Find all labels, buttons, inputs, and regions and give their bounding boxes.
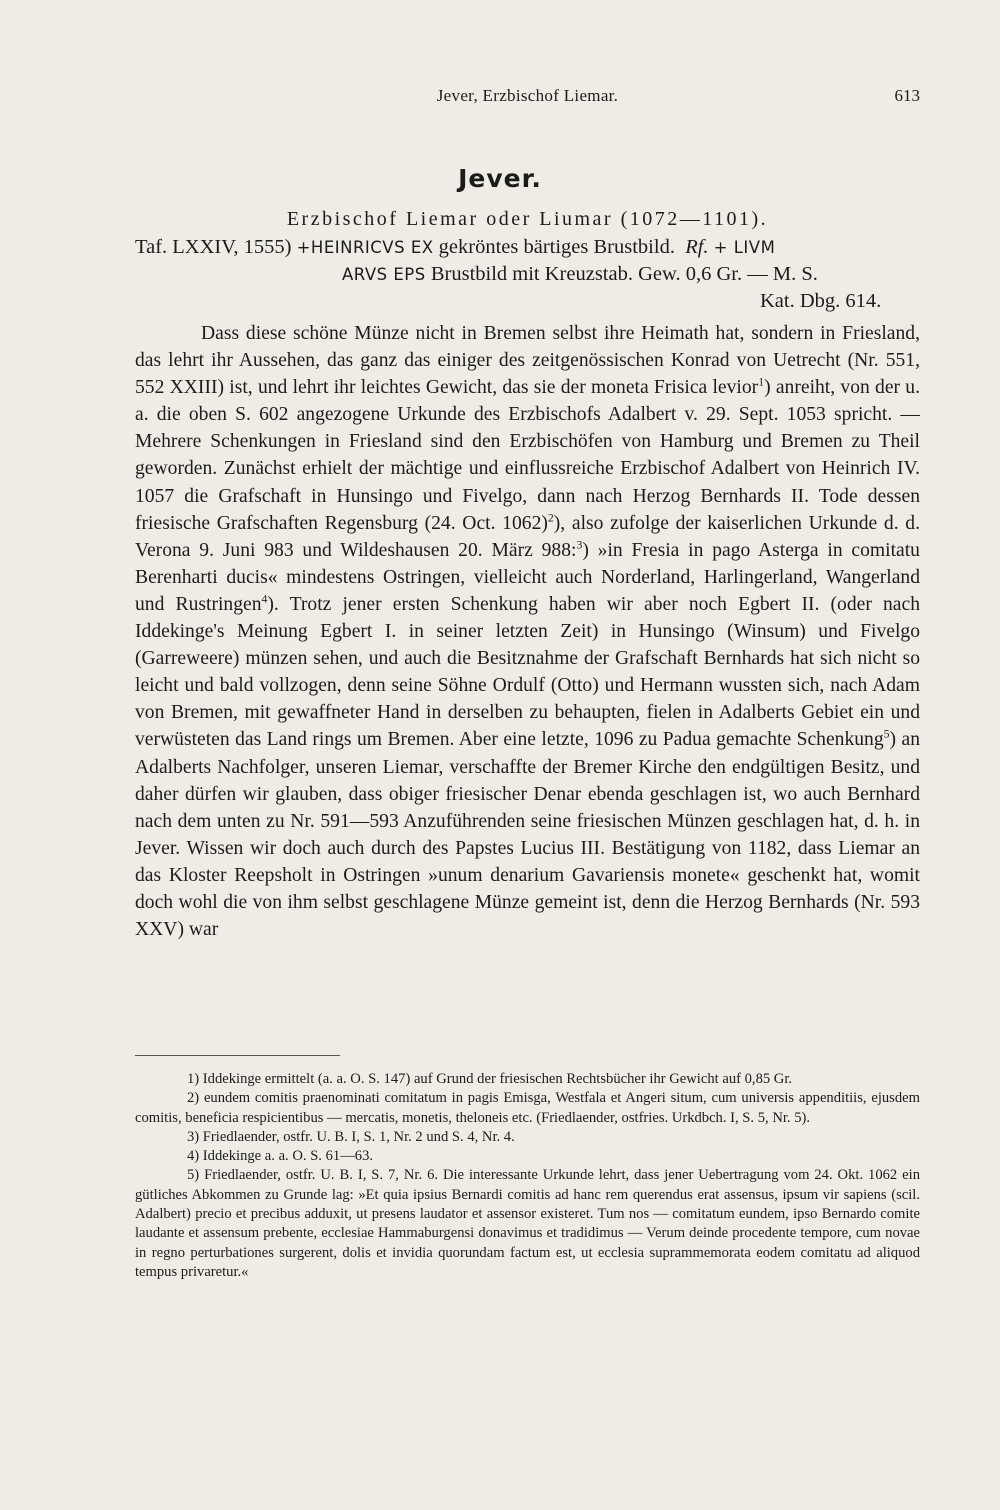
section-title: Jever. [458,164,542,193]
body-text-segment: ) »in Fresia in pago Asterga in comitatu Berenharti ducis« mindestens Ostringen, vielleicht auch Norderland, Harlingerland, Wangerland und Rustringen [135,539,920,615]
obverse-description: gekröntes bärtiges Brustbild. [438,236,675,258]
body-text-segment: ) an Adalberts Nachfolger, unseren Liemar, verschaffte der Bremer Kirche den endgültigen Besitz, und daher dürfen wir glauben, dass obiger friesischer Denar ebenda geschlagen ist, wo auch Bernhard nach dem unten zu Nr. 591—593 Anzuführenden seine friesischen Münzen geschlagen hat, d. h. in Jever. Wissen wir doch auch durch des Papstes Lucius III. Bestätigung von 1182, dass Liemar an das Kloster Reepsholt in Ostringen »unum denarium Gavariensis monete« geschenkt hat, womit doch wohl die von ihm selbst geschlagene Münze gemeint ist, denn die Herzog Bernhards (Nr. 593 XXV) war [135,729,920,941]
body-paragraph [135,320,920,943]
footnote-3: 3) Friedlaender, ostfr. U. B. I, S. 1, Nr. 2 und S. 4, Nr. 4. [187,1128,515,1145]
footnote-ref-3: 3 [576,538,583,552]
ruler-heading: Erzbischof Liemar oder Liumar (1072—1101). [286,208,769,230]
catalogue-reference: Kat. Dbg. 614. [760,290,882,312]
footnote-divider [135,1055,340,1056]
page-number: 613 [894,86,920,105]
reverse-legend-start: + LIVM [713,238,776,257]
footnote-ref-4: 4 [261,592,268,606]
obverse-legend: +HEINRICVS EX [296,238,434,257]
footnote-4: 4) Iddekinge a. a. O. S. 61—63. [187,1148,374,1165]
body-text-segment: ) anreiht, von der u. a. die oben S. 602 angezogene Urkunde des Erzbischofs Adalbert v. 29. Sept. 1053 spricht. — Mehrere Schenkungen in Friesland sind den Erzbischöfen von Hamburg und Bremen zu Theil geworden. Zunächst erhielt der mächtige und einflussreiche Erzbischof Adalbert von Heinrich IV. 1057 die Grafschaft in Hunsingo und Fivelgo, dann nach Herzog Bernhards II. Tode dessen friesische Grafschaften Regensburg (24. Oct. 1062) [135,377,920,534]
body-text-segment: ), also zufolge der kaiserlichen Urkunde d. d. Verona 9. Juni 983 und Wildeshausen 20. März 988: [135,512,920,561]
footnote-2: 2) eundem comitis praenominati comitatum in pagis Emisga, Westfala et Angeri situm, cum universis appenditiis, ejusdem comitis, beneficia respicientibus — mercatis, monetis, theloneis etc. (Friedlaender, ostfries. Urkdbch. I, S. 5, Nr. 5). [135,1090,920,1126]
reverse-description: Brustbild mit Kreuzstab. Gew. 0,6 Gr. — M. S. [430,263,818,285]
footnote-ref-2: 2 [547,511,554,525]
reverse-legend-end: ARVS EPS [342,265,426,284]
running-title: Jever, Erzbischof Liemar. [436,86,619,105]
footnotes [135,1070,920,1282]
body-text-segment: ). Trotz jener ersten Schenkung haben wir aber noch Egbert II. (oder nach Iddekinge's Meinung Egbert I. in seiner letzten Zeit) in Hunsingo (Winsum) und Fivelgo (Garreweere) münzen sehen, und auch die Besitznahme der Grafschaft Bernhards hat sich nicht so leicht und bald vollzogen, denn seine Söhne Ordulf (Otto) und Hermann wussten sich, nach Adam von Bremen, mit gewaffneter Hand in derselben zu behaupten, fielen in Adalberts Gebiet ein und verwüsteten das Land rings um Bremen. Aber eine letzte, 1096 zu Padua gemachte Schenkung [135,593,920,751]
footnote-5: 5) Friedlaender, ostfr. U. B. I, S. 7, Nr. 6. Die interessante Urkunde lehrt, dass jener Uebertragung vom 24. Okt. 1062 ein gütliches Abkommen zu Grunde lag: »Et quia ipsius Bernardi comitis ad hanc rem querendus erat assensus, ipsum vir sapiens (scil. Adalbert) precio et precibus adduxit, ut presens laudator et assensor existeret. Tum nos — comitatum eundem, ipso Bernardo comite laudante et assensum prebente, ecclesiae Hammaburgensi donavimus et tradidimus — Verum deinde procedente tempore, cum novae in regno perturbationes surgerent, dolis et invidia quorundam factum est, ut ecclesia suprammemorata eodem comitatu ad aliquod tempus privaretur.« [135,1167,920,1280]
footnote-ref-1: 1 [758,375,765,389]
footnote-1: 1) Iddekinge ermittelt (a. a. O. S. 147) auf Grund der friesischen Rechtsbücher ihr Gewicht auf 0,85 Gr. [187,1071,793,1087]
coin-entry-line-1 [135,234,775,261]
body-text-segment: Dass diese schöne Münze nicht in Bremen selbst ihre Heimath hat, sondern in Friesland, das lehrt ihr Aussehen, das ganz das einiger des zeitgenössischen Konrad von Uetrecht (Nr. 551, 552 XXIII) ist, und lehrt ihr leichtes Gewicht, das sie der moneta Frisica levior [135,323,920,399]
reverse-abbreviation: Rf. [685,236,709,258]
plate-reference: Taf. LXXIV, 1555) [135,236,292,258]
coin-entry-line-2 [342,261,818,288]
footnote-ref-5: 5 [883,727,890,741]
